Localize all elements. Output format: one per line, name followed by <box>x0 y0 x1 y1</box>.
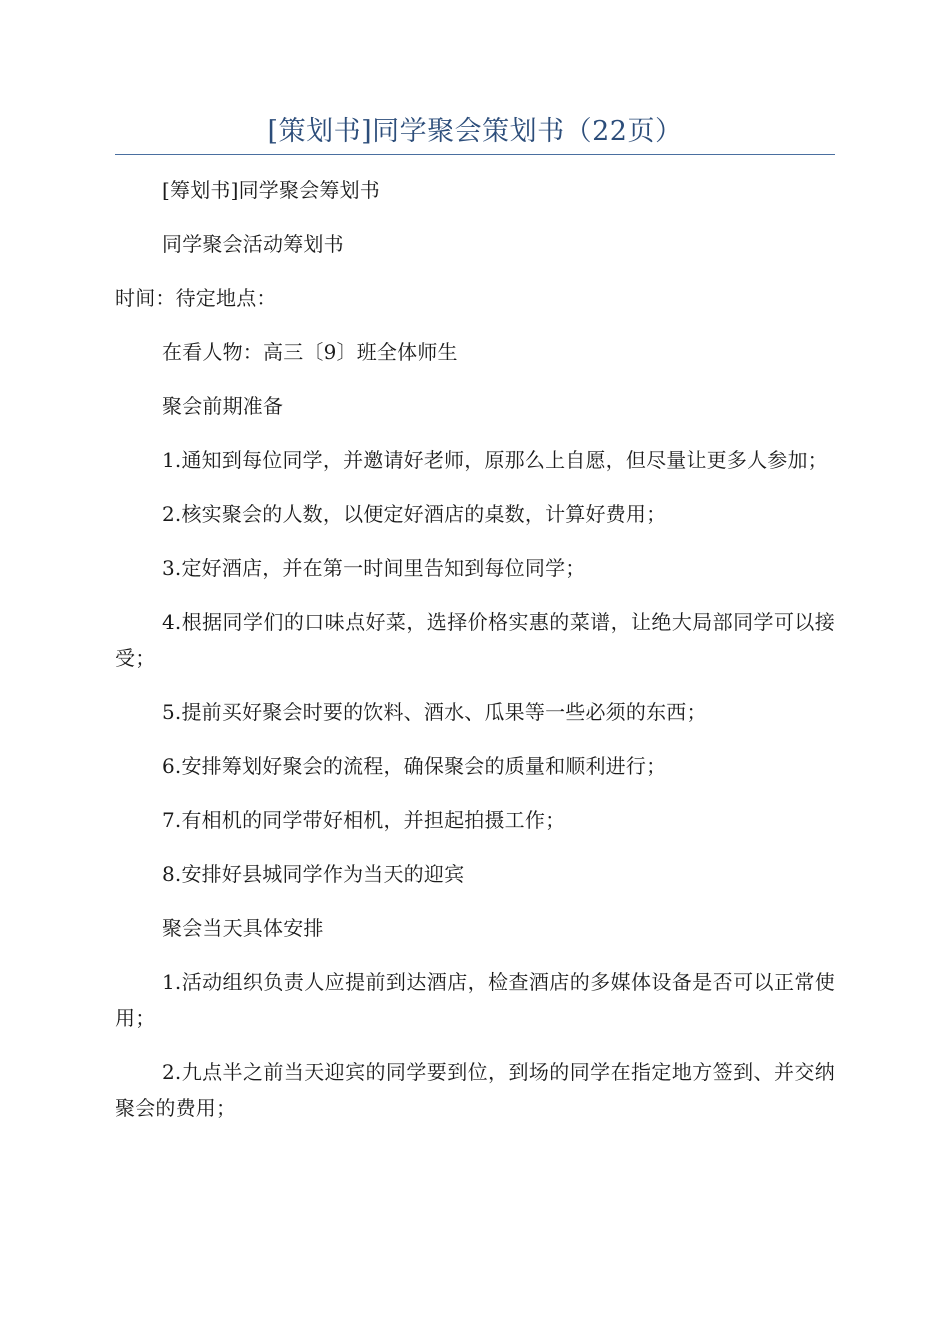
paragraph-activity-heading: 同学聚会活动筹划书 <box>162 232 344 256</box>
section-heading-day-schedule: 聚会当天具体安排 <box>162 916 324 940</box>
paragraph-time-location: 时间：待定地点： <box>115 286 277 310</box>
list-item: 2.核实聚会的人数，以便定好酒店的桌数，计算好费用； <box>162 502 667 526</box>
list-item: 7.有相机的同学带好相机，并担起拍摄工作； <box>162 808 566 832</box>
list-item: 8.安排好县城同学作为当天的迎宾 <box>162 862 465 886</box>
list-item: 5.提前买好聚会时要的饮料、酒水、瓜果等一些必须的东西； <box>162 700 707 724</box>
paragraph-participants: 在看人物：高三〔9〕班全体师生 <box>162 340 458 364</box>
list-item: 3.定好酒店，并在第一时间里告知到每位同学； <box>162 556 586 580</box>
section-heading-preparation: 聚会前期准备 <box>162 394 284 418</box>
list-item: 4.根据同学们的口味点好菜，选择价格实惠的菜谱，让绝大局部同学可以接受； <box>115 610 835 670</box>
document-body <box>115 172 835 1144</box>
list-item: 1.通知到每位同学，并邀请好老师，原那么上自愿，但尽量让更多人参加； <box>162 448 828 472</box>
list-item: 6.安排筹划好聚会的流程，确保聚会的质量和顺利进行； <box>162 754 667 778</box>
title-underline <box>115 154 835 155</box>
list-item: 2.九点半之前当天迎宾的同学要到位，到场的同学在指定地方签到、并交纳聚会的费用； <box>115 1060 835 1120</box>
document-title: [策划书]同学聚会策划书（22页） <box>267 116 683 147</box>
list-item: 1.活动组织负责人应提前到达酒店，检查酒店的多媒体设备是否可以正常使用； <box>115 970 835 1030</box>
paragraph-doc-heading: [筹划书]同学聚会筹划书 <box>162 178 381 202</box>
